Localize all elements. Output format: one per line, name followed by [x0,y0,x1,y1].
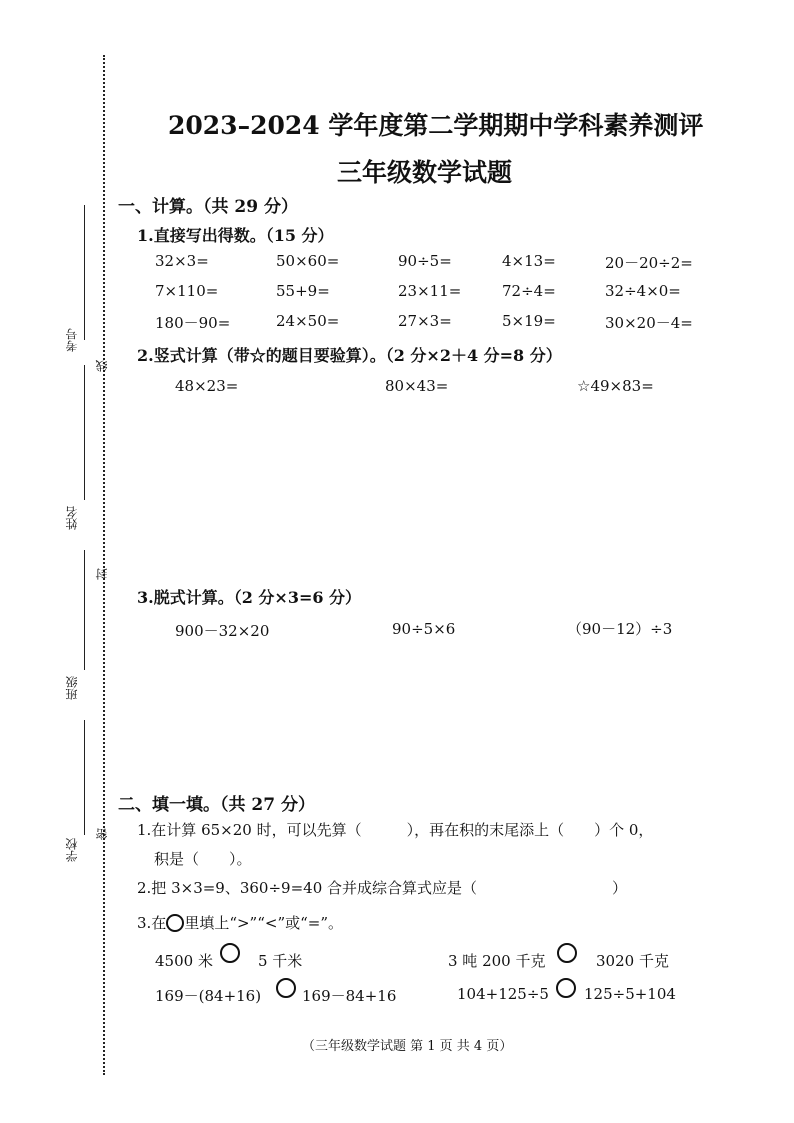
calc-item: 32÷4×0= [605,282,681,300]
part3-heading: 3.脱式计算。（2 分×3=6 分） [137,588,362,607]
exam-no-line [84,205,85,340]
vertical-calc-item: 48×23= [175,377,239,395]
fill-q3 [137,912,343,933]
compare-right: 3020 千克 [596,952,669,970]
calc-item: 24×50= [276,312,340,330]
calc-item: 50×60= [276,252,340,270]
step-calc-item: （90－12）÷3 [567,620,673,638]
calc-item: 5×19= [502,312,556,330]
compare-left: 3 吨 200 千克 [448,952,546,970]
compare-left: 4500 米 [155,952,213,970]
calc-item: 23×11= [398,282,462,300]
compare-circle[interactable] [557,943,577,963]
calc-item: 4×13= [502,252,556,270]
seal-mark: 封 [95,568,109,580]
school-line [84,720,85,835]
part1-heading: 1.直接写出得数。（15 分） [137,226,334,245]
calc-item: 27×3= [398,312,452,330]
name-label: 姓名 [65,506,79,530]
calc-item: 32×3= [155,252,209,270]
vertical-calc-item: 80×43= [385,377,449,395]
fill-q1-line1: 1.在计算 65×20 时，可以先算（ ），再在积的末尾添上（ ）个 0， [137,821,654,839]
fill-q3-prefix: 3.在 [137,914,167,932]
calc-item: 72÷4= [502,282,556,300]
compare-left: 104+125÷5 [457,985,549,1003]
secret-mark: 密 [95,828,109,840]
school-label: 学校 [65,838,79,862]
calc-item: 55+9= [276,282,330,300]
compare-circle[interactable] [556,978,576,998]
compare-circle[interactable] [276,978,296,998]
compare-right: 169－84+16 [302,987,397,1005]
page-footer: （三年级数学试题 第 1 页 共 4 页） [302,1039,513,1054]
exam-title: 2023–2024 学年度第二学期期中学科素养测评 [168,111,704,140]
exam-subtitle: 三年级数学试题 [337,158,513,187]
calc-item: 30×20－4= [605,314,693,332]
compare-right: 5 千米 [258,952,303,970]
part2-heading: 2.竖式计算（带☆的题目要验算）。（2 分×2＋4 分=8 分） [137,346,562,365]
circle-icon [166,914,184,932]
vertical-calc-item-starred: ☆49×83= [577,377,654,395]
step-calc-item: 900－32×20 [175,622,270,640]
line-mark: 线 [95,360,109,372]
name-line [84,365,85,500]
exam-no-label: 考号 [65,328,79,352]
calc-item: 90÷5= [398,252,452,270]
compare-right: 125÷5+104 [584,985,676,1003]
class-label: 班级 [65,676,79,700]
fill-q1-line2: 积是（ ）。 [154,850,252,868]
compare-left: 169－(84+16) [155,987,262,1005]
calc-item: 7×110= [155,282,219,300]
calc-item: 20－20÷2= [605,254,693,272]
fill-q2: 2.把 3×3=9、360÷9=40 合并成综合算式应是（ ） [137,879,628,897]
fill-q3-suffix: 里填上“>”“<”或“=”。 [184,914,344,932]
section1-heading: 一、计算。（共 29 分） [118,197,298,217]
binding-dotted-line [103,55,105,1075]
step-calc-item: 90÷5×6 [392,620,456,638]
class-line [84,550,85,670]
compare-circle[interactable] [220,943,240,963]
calc-item: 180－90= [155,314,231,332]
section2-heading: 二、填一填。（共 27 分） [118,795,315,815]
